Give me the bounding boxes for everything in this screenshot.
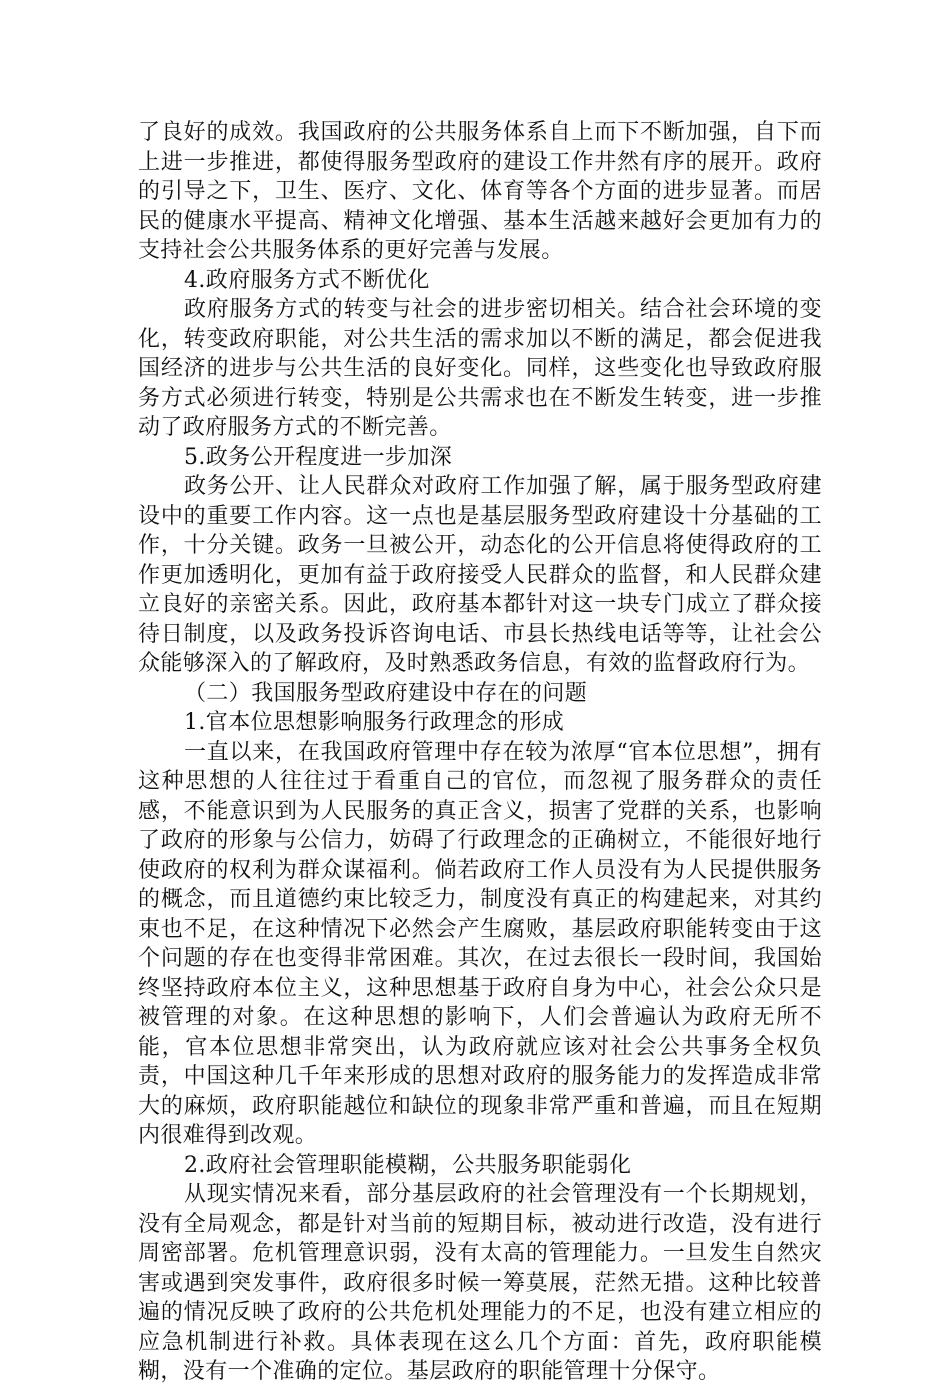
paragraph-1: 了良好的成效。我国政府的公共服务体系自上而下不断加强，自下而上进一步推进，都使得服务型政府的建设工作井然有序的展开。政府的引导之下，卫生、医疗、文化、体育等各个方面的进步显著。而居民的健康水平提高、精神文化增强、基本生活越来越好会更加有力的支持社会公共服务体系的更好完善与发展。 bbox=[138, 120, 822, 263]
section-heading-5: 5.政务公开程度进一步加深 bbox=[184, 444, 453, 470]
section-heading-1: 1.官本位思想影响服务行政理念的形成 bbox=[184, 710, 565, 735]
paragraph-3: 政务公开、让人民群众对政府工作加强了解，属于服务型政府建设中的重要工作内容。这一点也是基层服务型政府建设十分基础的工作，十分关键。政务一旦被公开，动态化的公开信息将使得政府的工作更加透明化，更加有益于政府接受人民群众的监督，和人民群众建立良好的亲密关系。因此，政府基本都针对这一块专门成立了群众接待日制度，以及政务投诉咨询电话、市县长热线电话等等，让社会公众能够深入的了解政府，及时熟悉政务信息，有效的监督政府行为。 bbox=[138, 474, 822, 676]
paragraph-5: 从现实情况来看，部分基层政府的社会管理没有一个长期规划，没有全局观念，都是针对当前的短期目标，被动进行改造，没有进行周密部署。危机管理意识弱，没有太高的管理能力。一旦发生自然灾害或遇到突发事件，政府很多时候一筹莫展，茫然无措。这种比较普遍的情况反映了政府的公共危机处理能力的不足，也没有建立相应的应急机制进行补救。具体表现在这么几个方面：首先，政府职能模糊，没有一个准确的定位。基层政府的职能管理十分保守。 bbox=[138, 1182, 822, 1384]
paragraph-2: 政府服务方式的转变与社会的进步密切相关。结合社会环境的变化，转变政府职能，对公共生活的需求加以不断的满足，都会促进我国经济的进步与公共生活的良好变化。同样，这些变化也导致政府服务方式必须进行转变，特别是公共需求也在不断发生转变，进一步推动了政府服务方式的不断完善。 bbox=[138, 297, 822, 440]
section-heading-4: 4.政府服务方式不断优化 bbox=[184, 267, 430, 293]
document-page bbox=[138, 118, 822, 1387]
chapter-heading-2: （二）我国服务型政府建设中存在的问题 bbox=[184, 680, 588, 706]
paragraph-4: 一直以来，在我国政府管理中存在较为浓厚“官本位思想”，拥有这种思想的人往往过于看重自己的官位，而忽视了服务群众的责任感，不能意识到为人民服务的真正含义，损害了党群的关系，也影响了政府的形象与公信力，妨碍了行政理念的正确树立，不能很好地行使政府的权利为群众谋福利。倘若政府工作人员没有为人民提供服务的概念，而且道德约束比较乏力，制度没有真正的构建起来，对其约束也不足，在这种情况下必然会产生腐败，基层政府职能转变由于这个问题的存在也变得非常困难。其次，在过去很长一段时间，我国始终坚持政府本位主义，这种思想基于政府自身为中心，社会公众只是被管理的对象。在这种思想的影响下，人们会普遍认为政府无所不能，官本位思想非常突出，认为政府就应该对社会公共事务全权负责，中国这种几千年来形成的思想对政府的服务能力的发挥造成非常大的麻烦，政府职能越位和缺位的现象非常严重和普遍，而且在短期内很难得到改观。 bbox=[138, 739, 822, 1148]
section-heading-2: 2.政府社会管理职能模糊，公共服务职能弱化 bbox=[184, 1152, 632, 1178]
